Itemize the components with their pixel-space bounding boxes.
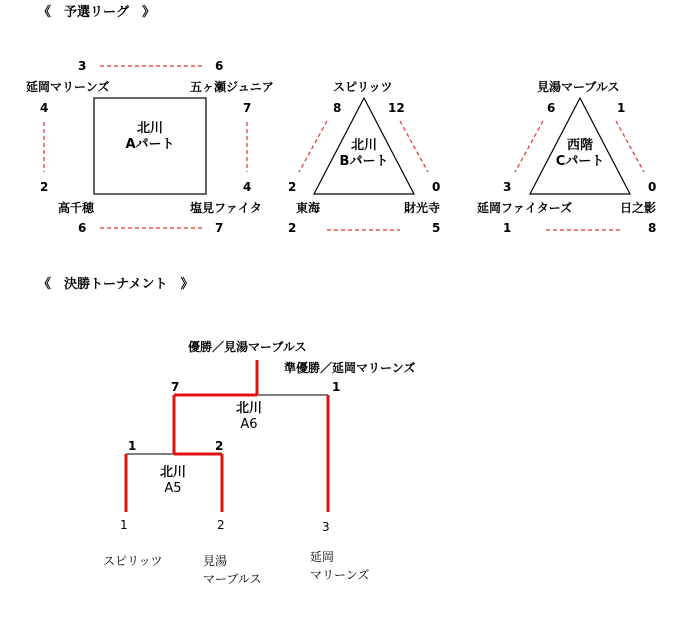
score-a-tl-bl: 4 bbox=[40, 101, 49, 115]
block-b-label bbox=[334, 138, 394, 170]
champion-label: 優勝／見湯マーブルス bbox=[188, 340, 307, 354]
seed-2-name-line2: マーブルス bbox=[203, 572, 262, 586]
final-game-label bbox=[226, 401, 272, 433]
score-a-tl-tr: 3 bbox=[78, 59, 87, 73]
score-b-right-top: 0 bbox=[432, 180, 441, 194]
final-score-left: 7 bbox=[171, 380, 180, 394]
score-a-tr-tl: 6 bbox=[215, 59, 224, 73]
seed-3-name-line1: 延岡 bbox=[310, 550, 335, 564]
block-c-part: Cパート bbox=[555, 154, 605, 169]
score-c-right-top: 0 bbox=[648, 180, 657, 194]
score-a-bl-br: 6 bbox=[78, 221, 87, 235]
block-b-venue: 北川 bbox=[350, 138, 377, 153]
seed-2-name-line1: 見湯 bbox=[203, 554, 228, 568]
final-venue: 北川 bbox=[235, 401, 262, 416]
dash-b-left bbox=[299, 121, 327, 172]
team-b-bottom-right: 財光寺 bbox=[404, 201, 441, 215]
dash-b-right bbox=[400, 121, 428, 172]
block-a-part: Aパート bbox=[125, 137, 175, 152]
block-c-label bbox=[550, 138, 610, 170]
score-c-top-right: 1 bbox=[617, 101, 626, 115]
seed-1-name: スピリッツ bbox=[103, 554, 163, 568]
score-c-top-left: 6 bbox=[547, 101, 556, 115]
semi-score-right: 2 bbox=[215, 439, 224, 453]
team-b-bottom-left: 東海 bbox=[296, 201, 321, 215]
team-a-bottom-left: 高千穂 bbox=[58, 201, 95, 215]
runner-up-label: 準優勝／延岡マリーンズ bbox=[284, 361, 416, 375]
score-b-left-top: 2 bbox=[288, 180, 297, 194]
team-a-top-left: 延岡マリーンズ bbox=[26, 80, 110, 94]
score-b-top-right: 12 bbox=[388, 101, 405, 115]
block-a-venue: 北川 bbox=[136, 121, 163, 136]
team-c-bottom-left: 延岡ファイターズ bbox=[477, 201, 573, 215]
block-c-venue: 西階 bbox=[566, 138, 593, 153]
score-c-left-top: 3 bbox=[503, 180, 512, 194]
final-game-code: A6 bbox=[240, 417, 258, 432]
score-a-tr-br: 7 bbox=[243, 101, 252, 115]
final-section-title: 《 決勝トーナメント 》 bbox=[38, 277, 194, 292]
seed-2-number: 2 bbox=[217, 518, 225, 532]
team-c-top: 見湯マーブルス bbox=[537, 80, 620, 94]
final-score-right: 1 bbox=[332, 380, 341, 394]
score-c-left-right: 1 bbox=[503, 221, 512, 235]
team-a-top-right: 五ヶ瀬ジュニア bbox=[190, 80, 274, 94]
score-b-left-right: 2 bbox=[288, 221, 297, 235]
score-b-right-left: 5 bbox=[432, 221, 441, 235]
team-a-bottom-right: 塩見ファイタ bbox=[190, 201, 262, 215]
team-b-top: スピリッツ bbox=[333, 80, 393, 94]
dash-c-right bbox=[616, 121, 644, 172]
score-a-br-bl: 7 bbox=[215, 221, 224, 235]
score-c-right-left: 8 bbox=[648, 221, 657, 235]
score-a-bl-tl: 2 bbox=[40, 180, 49, 194]
league-section-title: 《 予選リーグ 》 bbox=[38, 5, 156, 20]
team-c-bottom-right: 日之影 bbox=[620, 201, 657, 215]
block-b-part: Bパート bbox=[339, 154, 389, 169]
seed-3-name-line2: マリーンズ bbox=[310, 568, 370, 582]
block-a-label bbox=[94, 121, 206, 153]
seed-1-number: 1 bbox=[120, 518, 128, 532]
semi-venue: 北川 bbox=[159, 465, 186, 480]
seed-3-number: 3 bbox=[322, 520, 330, 534]
score-a-br-tr: 4 bbox=[243, 180, 252, 194]
semi-score-left: 1 bbox=[128, 439, 137, 453]
semi-game-label bbox=[150, 465, 196, 497]
semi-game-code: A5 bbox=[164, 481, 182, 496]
score-b-top-left: 8 bbox=[333, 101, 342, 115]
dash-c-left bbox=[515, 121, 543, 172]
